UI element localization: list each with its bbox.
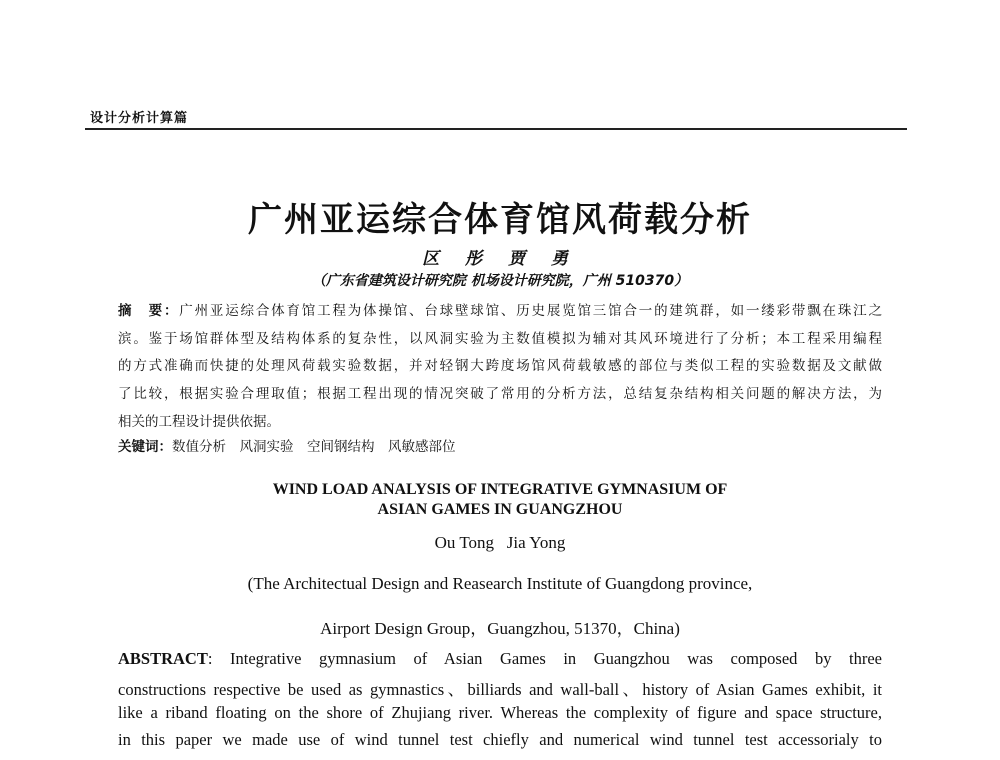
abstract-cn-line: 滨。鉴于场馆群体型及结构体系的复杂性，以风洞实验为主数值模拟为辅对其风环境进行了分析；本工程采用编程: [118, 331, 882, 347]
authors-cn: 区 彤 贾 勇: [422, 249, 578, 269]
abstract-cn-line: 相关的工程设计提供依据。: [118, 414, 280, 430]
paper-title-cn: 广州亚运综合体育馆风荷载分析: [248, 200, 752, 240]
header-rule: [85, 128, 907, 130]
abstract-en-line: constructions respective be used as gymnastics、billiards and wall-ball、history of Asian Games exhibit, it: [118, 680, 882, 699]
abstract-cn-line: 摘 要：广州亚运综合体育馆工程为体操馆、台球壁球馆、历史展览馆三馆合一的建筑群，如一缕彩带飘在珠江之: [118, 303, 882, 319]
authors-en: Ou Tong Jia Yong: [434, 533, 566, 552]
running-header: 设计分析计算篇: [90, 111, 189, 126]
abstract-en-label: ABSTRACT: [118, 649, 208, 668]
abstract-cn-label: 摘 要：: [118, 303, 180, 319]
affiliation-en-line2: Airport Design Group，Guangzhou, 51370，China): [320, 619, 680, 638]
keywords-cn: 关键词：数值分析 风洞实验 空间钢结构 风敏感部位: [118, 439, 456, 455]
paper-title-en-line2: ASIAN GAMES IN GUANGZHOU: [377, 501, 623, 518]
affiliation-cn: （广东省建筑设计研究院 机场设计研究院，广州 510370）: [311, 273, 689, 289]
abstract-en-line: like a riband floating on the shore of Zhujiang river. Whereas the complexity of figure and space structure,: [118, 703, 882, 722]
abstract-cn-line: 的方式准确而快捷的处理风荷载实验数据，并对轻钢大跨度场馆风荷载敏感的部位与类似工程的实验数据及文献做: [118, 358, 882, 374]
keywords-cn-label: 关键词：: [118, 439, 172, 455]
paper-title-en-line1: WIND LOAD ANALYSIS OF INTEGRATIVE GYMNASIUM OF: [272, 481, 728, 498]
abstract-en-line: in this paper we made use of wind tunnel test chiefly and numerical wind tunnel test accessorialy to: [118, 730, 882, 749]
affiliation-en-line1: (The Architectual Design and Reasearch Institute of Guangdong province,: [247, 574, 753, 593]
abstract-en-line: ABSTRACT: Integrative gymnasium of Asian Games in Guangzhou was composed by three: [118, 649, 882, 668]
abstract-cn-line: 了比较，根据实验合理取值；根据工程出现的情况突破了常用的分析方法，总结复杂结构相关问题的解决方法，为: [118, 386, 882, 402]
